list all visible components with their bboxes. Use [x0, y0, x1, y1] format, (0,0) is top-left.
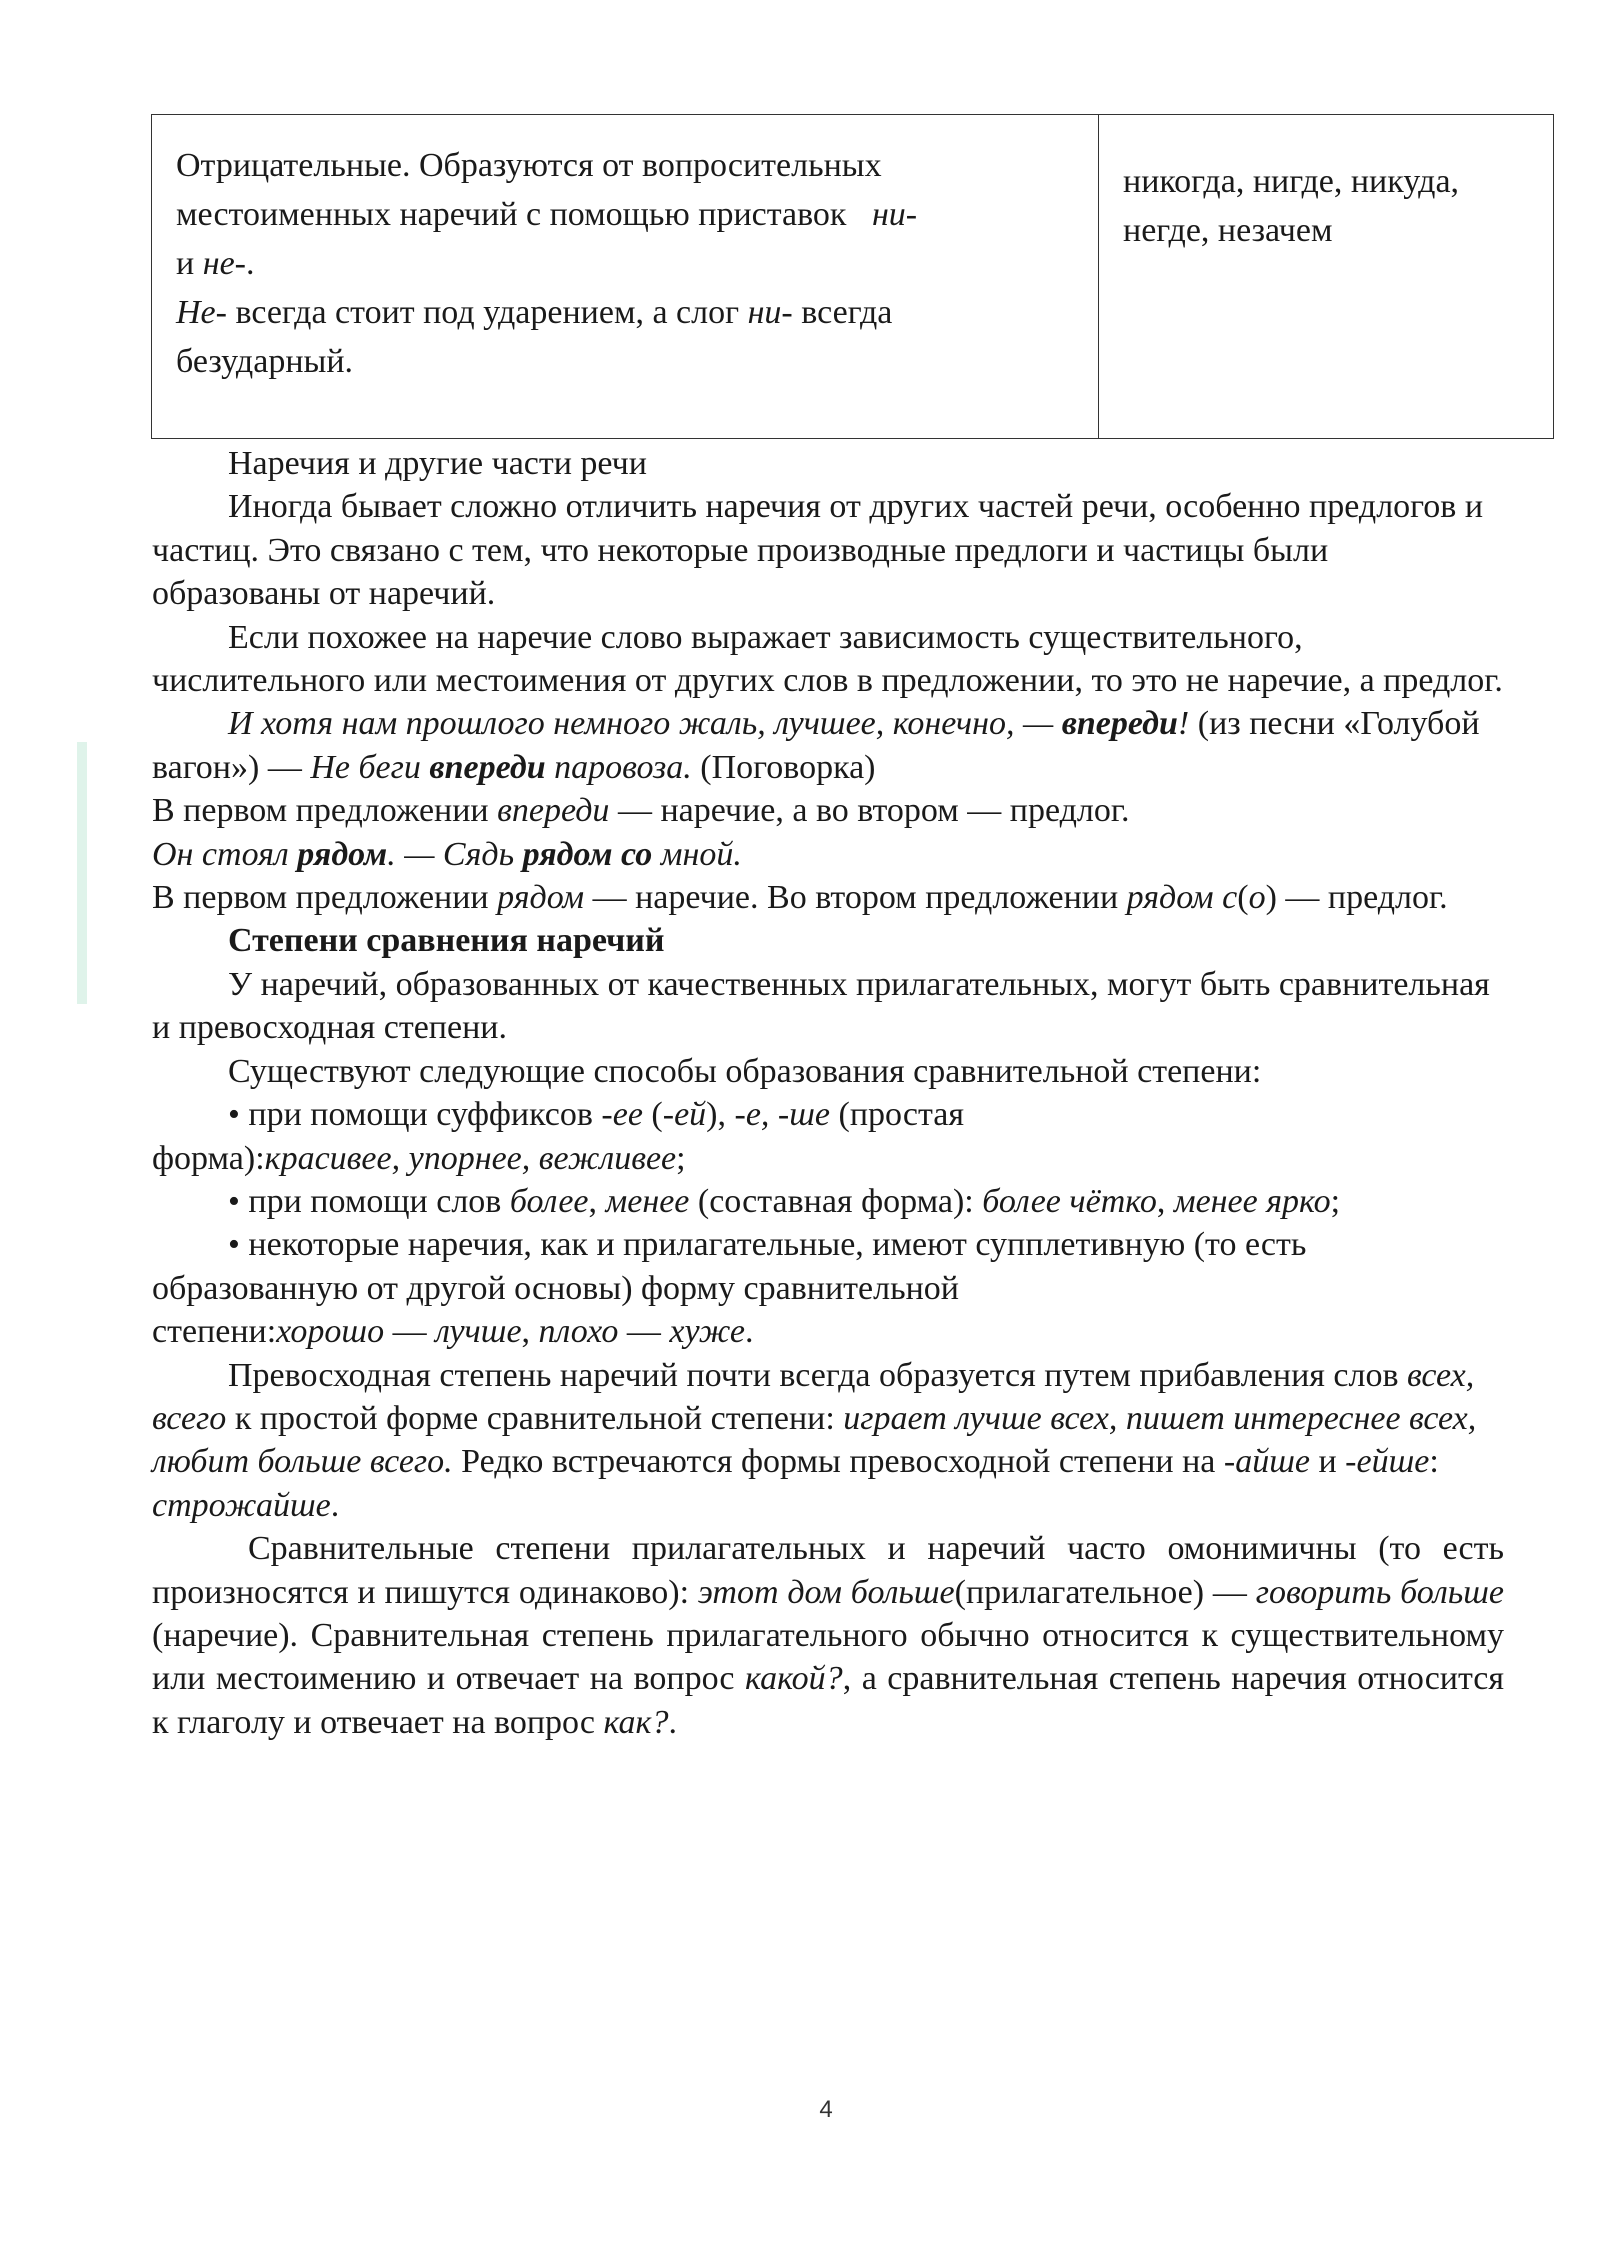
- example-text: И хотя нам прошлого немного жаль, лучшее, конечно, —: [228, 705, 1062, 743]
- paragraph-text: Сравнительные степени прилагательных и наречий часто омонимичны (то есть произносятся и пишутся одинаково):: [152, 1530, 1504, 1611]
- note-text: В первом предложении: [152, 792, 498, 830]
- source-text: (из песни «Голубой вагон») —: [152, 705, 1480, 786]
- list-text: ;: [676, 1139, 686, 1177]
- example-text: красивее, упорнее, вежливее: [264, 1139, 677, 1177]
- example-text: Не беги: [310, 748, 430, 786]
- paragraph: У наречий, образованных от качественных прилагательных, могут быть сравнительная и превосходная степени.: [152, 965, 1490, 1047]
- example-text: . — Сядь: [387, 835, 523, 873]
- example-keyword: рядом со: [522, 835, 653, 873]
- example-text: менее ярко: [1173, 1182, 1331, 1220]
- note-text: — наречие, а во втором — предлог.: [609, 792, 1130, 830]
- page-number: 4: [819, 2096, 833, 2123]
- example-paragraph: [152, 833, 1504, 876]
- cell-text: Отрицательные. Образуются от вопросительных: [176, 147, 882, 184]
- list-text: ,: [521, 1313, 539, 1351]
- cell-text: безударный.: [176, 343, 354, 380]
- paragraph: Иногда бывает сложно отличить наречия от других частей речи, особенно предлогов и частиц. Это связано с тем, что некоторые производные предлоги и частицы были образованы от наречий.: [152, 488, 1484, 613]
- paragraph-text: .: [330, 1486, 340, 1524]
- list-text: степени:: [152, 1313, 277, 1351]
- example-paragraph: [152, 702, 1504, 789]
- cell-text: местоименных наречий с помощью приставок: [176, 196, 847, 233]
- paragraph-text: Редко встречаются формы превосходной степени на: [452, 1443, 1224, 1481]
- note-word: рядом с: [1126, 879, 1238, 917]
- note-word: рядом: [497, 879, 585, 917]
- section-heading: [152, 919, 1504, 962]
- list-text: ,: [1156, 1182, 1174, 1220]
- note-paragraph: [152, 876, 1504, 919]
- example-text: паровоза.: [545, 748, 692, 786]
- example-text: мной.: [652, 835, 742, 873]
- cell-text: и: [176, 245, 195, 282]
- list-item: [152, 1093, 1504, 1180]
- example-text: всех, всего: [152, 1356, 1475, 1437]
- paragraph-text: (наречие). Сравнительная степень прилагательного обычно относится к существительному или местоимению и отвечает на вопрос: [152, 1616, 1504, 1698]
- list-text: (: [642, 1096, 663, 1134]
- example-text: этот дом больше: [697, 1573, 955, 1611]
- note-paragraph: [152, 789, 1504, 832]
- note-text: В первом предложении: [152, 879, 498, 917]
- paragraph: [152, 1354, 1504, 1528]
- cell-text: негде, незачем: [1123, 212, 1333, 249]
- paragraph: [152, 1527, 1504, 1744]
- example-text: хорошо: [276, 1313, 385, 1351]
- paragraph: Если похожее на наречие слово выражает зависимость существительного, числительного или местоимения от других слов в предложении, то это не наречие, а предлог.: [152, 618, 1503, 700]
- list-text: (простая: [830, 1096, 964, 1134]
- table-cell-examples: [1099, 115, 1554, 439]
- example-text: играет лучше: [843, 1399, 1042, 1437]
- example-text: более: [509, 1182, 589, 1220]
- suffix: -е, -ше: [734, 1096, 830, 1134]
- note-word: о: [1248, 879, 1266, 917]
- list-text: ),: [706, 1096, 735, 1134]
- list-text: —: [618, 1313, 670, 1351]
- section-heading: Наречия и другие части речи: [228, 445, 647, 482]
- example-text: хуже: [669, 1313, 745, 1351]
- cell-text: всегда стоит под ударением, а слог: [226, 294, 748, 331]
- suffix: -ейше: [1345, 1443, 1430, 1481]
- list-text: ,: [588, 1182, 606, 1220]
- note-text: (: [1237, 879, 1249, 917]
- list-text: (составная форма):: [689, 1182, 983, 1220]
- cell-text: никогда, нигде, никуда,: [1123, 163, 1460, 200]
- example-keyword: рядом: [297, 835, 388, 873]
- note-word: впереди: [497, 792, 610, 830]
- prefix-ni: ни-: [747, 294, 793, 331]
- cell-text: всегда: [792, 294, 893, 331]
- list-item: [152, 1180, 1504, 1223]
- paragraph-text: Превосходная степень наречий почти всегда образуется путем прибавления слов: [228, 1356, 1408, 1394]
- example-keyword: впереди: [1061, 705, 1178, 743]
- heading-text: Степени сравнения наречий: [228, 922, 665, 960]
- suffix: -айше: [1223, 1443, 1310, 1481]
- example-text: менее: [605, 1182, 690, 1220]
- list-text: .: [744, 1313, 754, 1351]
- paragraph-text: .: [668, 1703, 677, 1741]
- example-text: как?: [603, 1703, 669, 1741]
- example-text: какой?: [745, 1660, 843, 1698]
- example-text: говорить больше: [1255, 1573, 1504, 1611]
- list-item: [152, 1223, 1504, 1353]
- list-text: —: [384, 1313, 436, 1351]
- cell-text: .: [245, 245, 255, 282]
- paragraph-text: :: [1429, 1443, 1439, 1481]
- adverb-table: [151, 114, 1554, 439]
- highlight-bar: [77, 742, 87, 1004]
- example-text: Он стоял: [152, 835, 298, 873]
- suffix: -ее: [601, 1096, 643, 1134]
- example-keyword: впереди: [429, 748, 546, 786]
- example-text: строжайше: [152, 1486, 331, 1524]
- suffix: -ей: [662, 1096, 707, 1134]
- list-text: • при помощи суффиксов: [228, 1096, 602, 1134]
- example-text: всех, пишет интереснее всех, любит больше всего.: [152, 1399, 1477, 1481]
- prefix-ne: не-: [202, 245, 246, 282]
- paragraph-text: (прилагательное) —: [954, 1573, 1256, 1611]
- source-text: (Поговорка): [691, 748, 876, 786]
- note-text: — наречие. Во втором предложении: [584, 879, 1127, 917]
- paragraph: Существуют следующие способы образования сравнительной степени:: [228, 1052, 1262, 1090]
- list-text: • при помощи слов: [228, 1182, 510, 1220]
- example-text: !: [1177, 705, 1190, 743]
- list-text: ;: [1330, 1182, 1341, 1220]
- paragraph-text: и: [1309, 1443, 1346, 1481]
- example-text: лучше: [435, 1313, 522, 1351]
- paragraph-text: , а сравнительная степень наречия относится к глаголу и отвечает на вопрос: [152, 1660, 1504, 1741]
- example-text: более чётко: [982, 1182, 1157, 1220]
- table-cell-description: [152, 115, 1099, 439]
- body-text: [152, 442, 1504, 1744]
- note-text: ) — предлог.: [1265, 879, 1448, 917]
- prefix-ni: ни-: [871, 196, 918, 233]
- list-text: • некоторые наречия, как и прилагательные, имеют супплетивную (то есть образованную от другой основы) форму сравнительной: [152, 1226, 1307, 1307]
- table-row: [152, 115, 1554, 439]
- list-text: форма):: [152, 1139, 265, 1177]
- prefix-ne: Не-: [176, 294, 227, 331]
- paragraph-text: к простой форме сравнительной степени:: [226, 1399, 844, 1437]
- example-text: плохо: [538, 1313, 619, 1351]
